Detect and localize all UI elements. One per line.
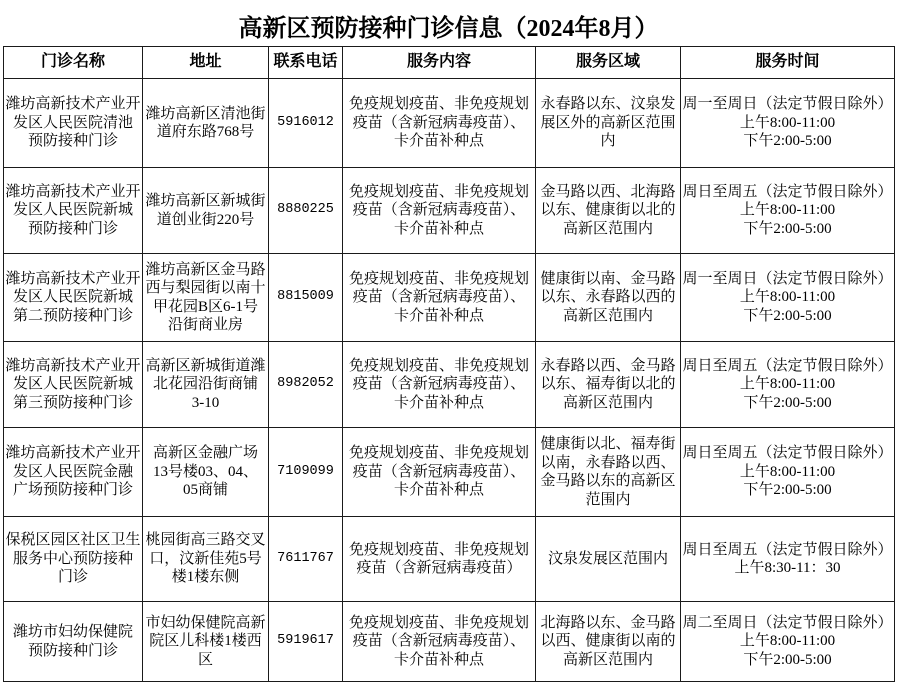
address-line: 院区儿科楼1楼西 (149, 633, 262, 650)
cell-address (143, 517, 269, 602)
cell-phone: 5916012 (269, 79, 343, 168)
cell-clinic-name (4, 428, 143, 517)
table-row (4, 602, 895, 682)
service-area-line: 范围内 (585, 491, 631, 508)
cell-service-hours (681, 254, 895, 342)
address-line: 道创业街220号 (156, 211, 255, 228)
service-hours-line: 周二至周日（法定节假日除外） (682, 614, 893, 631)
service-area-line: 以西、健康街以南的 (540, 633, 676, 650)
clinic-name-line: 广场预防接种门诊 (12, 482, 133, 499)
table-row (4, 254, 895, 342)
table-body (4, 79, 895, 682)
cell-service-area (536, 428, 681, 517)
clinic-name-line: 潍坊高新技术产业开 (5, 270, 141, 287)
service-content-line: 疫苗（含新冠病毒疫苗）、 (352, 289, 526, 306)
address-line: 桃园街高三路交叉 (145, 532, 266, 549)
service-content-line: 免疫规划疫苗、非免疫规划 (348, 96, 529, 113)
service-content-line: 疫苗（含新冠病毒疫苗） (356, 560, 522, 576)
table-row (4, 168, 895, 254)
clinic-name-line: 潍坊市妇幼保健院 (12, 624, 133, 640)
table-row (4, 428, 895, 517)
clinic-name-line: 服务中心预防接种 (12, 550, 133, 567)
clinic-name-line: 门诊 (57, 569, 88, 586)
address-line: 高新区金融广场 (152, 445, 258, 462)
service-area-line: 健康街以北、福寿街 (540, 436, 676, 452)
service-hours-line: 上午8:00-11:00 (739, 463, 836, 480)
service-area-line: 以东、福寿街以北的 (540, 376, 676, 393)
cell-service-area (536, 168, 681, 254)
cell-address (143, 168, 269, 254)
service-area-line: 高新区范围内 (562, 394, 653, 411)
address-line: 13号楼03、04、 (152, 463, 258, 480)
column-header-service-content: 服务内容 (343, 47, 536, 79)
cell-clinic-name (4, 254, 143, 342)
service-hours-line: 下午2:00-5:00 (743, 651, 832, 668)
service-area-line: 永春路以东、汶泉发 (540, 96, 676, 113)
cell-phone: 8880225 (269, 168, 343, 254)
cell-service-area (536, 517, 681, 602)
service-hours-line: 周一至周日（法定节假日除外） (682, 270, 893, 287)
service-content-line: 卡介苗补种点 (393, 482, 484, 499)
service-hours-line: 周日至周五（法定节假日除外） (682, 183, 893, 200)
service-hours-line: 下午2:00-5:00 (743, 307, 832, 324)
service-hours-line: 上午8:30-11：30 (734, 560, 841, 576)
cell-service-area (536, 602, 681, 682)
address-line: 05商铺 (182, 482, 228, 499)
service-area-line: 汶泉发展区范围内 (547, 550, 668, 567)
address-line: 楼1楼东侧 (171, 569, 240, 586)
service-area-line: 内 (600, 133, 616, 150)
service-content-line: 卡介苗补种点 (393, 651, 484, 668)
clinic-table (3, 46, 895, 682)
address-line: 口，汶新佳苑5号 (149, 550, 262, 567)
cell-service-area (536, 342, 681, 428)
service-hours-line: 下午2:00-5:00 (743, 220, 832, 237)
cell-clinic-name (4, 342, 143, 428)
cell-service-content (343, 517, 536, 602)
service-area-line: 以南，永春路以西、 (540, 454, 676, 471)
service-content-line: 卡介苗补种点 (393, 220, 484, 237)
service-hours-line: 下午2:00-5:00 (743, 133, 832, 150)
cell-address (143, 79, 269, 168)
cell-service-area (536, 79, 681, 168)
service-area-line: 高新区范围内 (562, 651, 653, 668)
cell-service-content (343, 602, 536, 682)
cell-phone: 8815009 (269, 254, 343, 342)
column-header-service-area: 服务区域 (536, 47, 681, 79)
service-area-line: 北海路以东、金马路 (540, 614, 676, 631)
clinic-name-line: 第二预防接种门诊 (12, 307, 133, 324)
address-line: 潍坊高新区金马路 (145, 261, 266, 278)
cell-service-area (536, 254, 681, 342)
clinic-name-line: 潍坊高新技术产业开 (5, 96, 141, 113)
service-content-line: 疫苗（含新冠病毒疫苗）、 (352, 463, 526, 480)
cell-clinic-name (4, 602, 143, 682)
service-hours-line: 下午2:00-5:00 (743, 482, 832, 499)
column-header-address: 地址 (143, 47, 269, 79)
cell-service-content (343, 168, 536, 254)
service-hours-line: 上午8:00-11:00 (739, 289, 836, 306)
cell-service-content (343, 79, 536, 168)
cell-phone: 7109099 (269, 428, 343, 517)
service-area-line: 金马路以西、北海路 (540, 183, 676, 200)
clinic-name-line: 预防接种门诊 (27, 220, 118, 237)
service-hours-line: 上午8:00-11:00 (739, 633, 836, 650)
address-line: 道府东路768号 (156, 124, 255, 140)
column-header-phone: 联系电话 (269, 47, 343, 79)
address-line: 北花园沿街商铺 (152, 376, 258, 393)
service-hours-line: 周日至周五（法定节假日除外） (682, 357, 893, 374)
cell-service-content (343, 254, 536, 342)
service-area-line: 永春路以西、金马路 (540, 357, 676, 374)
service-hours-line: 上午8:00-11:00 (739, 376, 836, 393)
service-content-line: 免疫规划疫苗、非免疫规划 (348, 357, 529, 374)
clinic-name-line: 发区人民医院新城 (12, 202, 133, 219)
cell-phone: 7611767 (269, 517, 343, 602)
address-line: 市妇幼保健院高新 (145, 614, 266, 631)
service-hours-line: 周一至周日（法定节假日除外） (682, 96, 893, 113)
cell-address (143, 428, 269, 517)
clinic-name-line: 第三预防接种门诊 (12, 394, 133, 411)
column-header-service-hours: 服务时间 (681, 47, 895, 79)
clinic-name-line: 潍坊高新技术产业开 (5, 445, 141, 462)
service-content-line: 卡介苗补种点 (393, 133, 484, 150)
column-header-clinic-name: 门诊名称 (4, 47, 143, 79)
address-line: 3-10 (191, 394, 220, 411)
cell-service-content (343, 342, 536, 428)
cell-address (143, 342, 269, 428)
clinic-name-line: 预防接种门诊 (27, 642, 118, 659)
table-row (4, 342, 895, 428)
service-content-line: 免疫规划疫苗、非免疫规划 (348, 270, 529, 287)
service-content-line: 疫苗（含新冠病毒疫苗）、 (352, 202, 526, 219)
service-hours-line: 上午8:00-11:00 (739, 114, 836, 131)
cell-address (143, 602, 269, 682)
cell-service-hours (681, 428, 895, 517)
service-content-line: 免疫规划疫苗、非免疫规划 (348, 614, 529, 631)
service-content-line: 卡介苗补种点 (393, 394, 484, 411)
clinic-name-line: 潍坊高新技术产业开 (5, 357, 141, 374)
address-line: 潍坊高新区清池街 (145, 105, 266, 122)
clinic-name-line: 发区人民医院金融 (12, 463, 133, 480)
clinic-name-line: 发区人民医院新城 (12, 289, 133, 306)
cell-service-hours (681, 79, 895, 168)
table-header (4, 47, 895, 79)
service-area-line: 健康街以南、金马路 (540, 270, 676, 287)
clinic-name-line: 保税区园区社区卫生 (5, 532, 141, 549)
service-hours-line: 上午8:00-11:00 (739, 202, 836, 219)
service-content-line: 疫苗（含新冠病毒疫苗）、 (352, 633, 526, 650)
table-row (4, 79, 895, 168)
address-line: 区 (197, 651, 213, 668)
service-area-line: 以东、永春路以西的 (540, 289, 676, 306)
cell-clinic-name (4, 168, 143, 254)
clinic-name-line: 发区人民医院清池 (12, 114, 133, 131)
cell-service-hours (681, 168, 895, 254)
service-area-line: 高新区范围内 (562, 307, 653, 324)
service-content-line: 疫苗（含新冠病毒疫苗）、 (352, 114, 526, 131)
service-area-line: 金马路以东的高新区 (540, 473, 676, 489)
cell-phone: 8982052 (269, 342, 343, 428)
clinic-name-line: 发区人民医院新城 (12, 376, 133, 393)
address-line: 甲花园B区6-1号 (152, 298, 258, 315)
address-line: 高新区新城街道潍 (145, 357, 266, 374)
service-hours-line: 下午2:00-5:00 (743, 394, 832, 411)
cell-clinic-name (4, 79, 143, 168)
table-row (4, 517, 895, 602)
page-title: 高新区预防接种门诊信息（2024年8月） (238, 16, 659, 42)
cell-clinic-name (4, 517, 143, 602)
cell-service-hours (681, 517, 895, 602)
service-hours-line: 周日至周五（法定节假日除外） (682, 541, 893, 558)
cell-service-hours (681, 602, 895, 682)
cell-service-hours (681, 342, 895, 428)
service-area-line: 高新区范围内 (562, 220, 653, 237)
service-area-line: 展区外的高新区范围 (540, 114, 676, 131)
cell-phone: 5919617 (269, 602, 343, 682)
service-content-line: 免疫规划疫苗、非免疫规划 (348, 445, 529, 462)
service-content-line: 疫苗（含新冠病毒疫苗）、 (352, 376, 526, 393)
address-line: 沿街商业房 (167, 317, 243, 333)
service-content-line: 免疫规划疫苗、非免疫规划 (348, 183, 529, 200)
cell-address (143, 254, 269, 342)
cell-service-content (343, 428, 536, 517)
clinic-name-line: 预防接种门诊 (27, 133, 118, 150)
service-content-line: 卡介苗补种点 (393, 307, 484, 324)
service-hours-line: 周日至周五（法定节假日除外） (682, 445, 893, 462)
address-line: 潍坊高新区新城街 (145, 193, 266, 209)
clinic-name-line: 潍坊高新技术产业开 (5, 183, 141, 200)
address-line: 西与梨园街以南十 (145, 280, 266, 296)
service-content-line: 免疫规划疫苗、非免疫规划 (348, 541, 529, 558)
header-row (4, 47, 895, 79)
service-area-line: 以东、健康街以北的 (540, 202, 676, 219)
